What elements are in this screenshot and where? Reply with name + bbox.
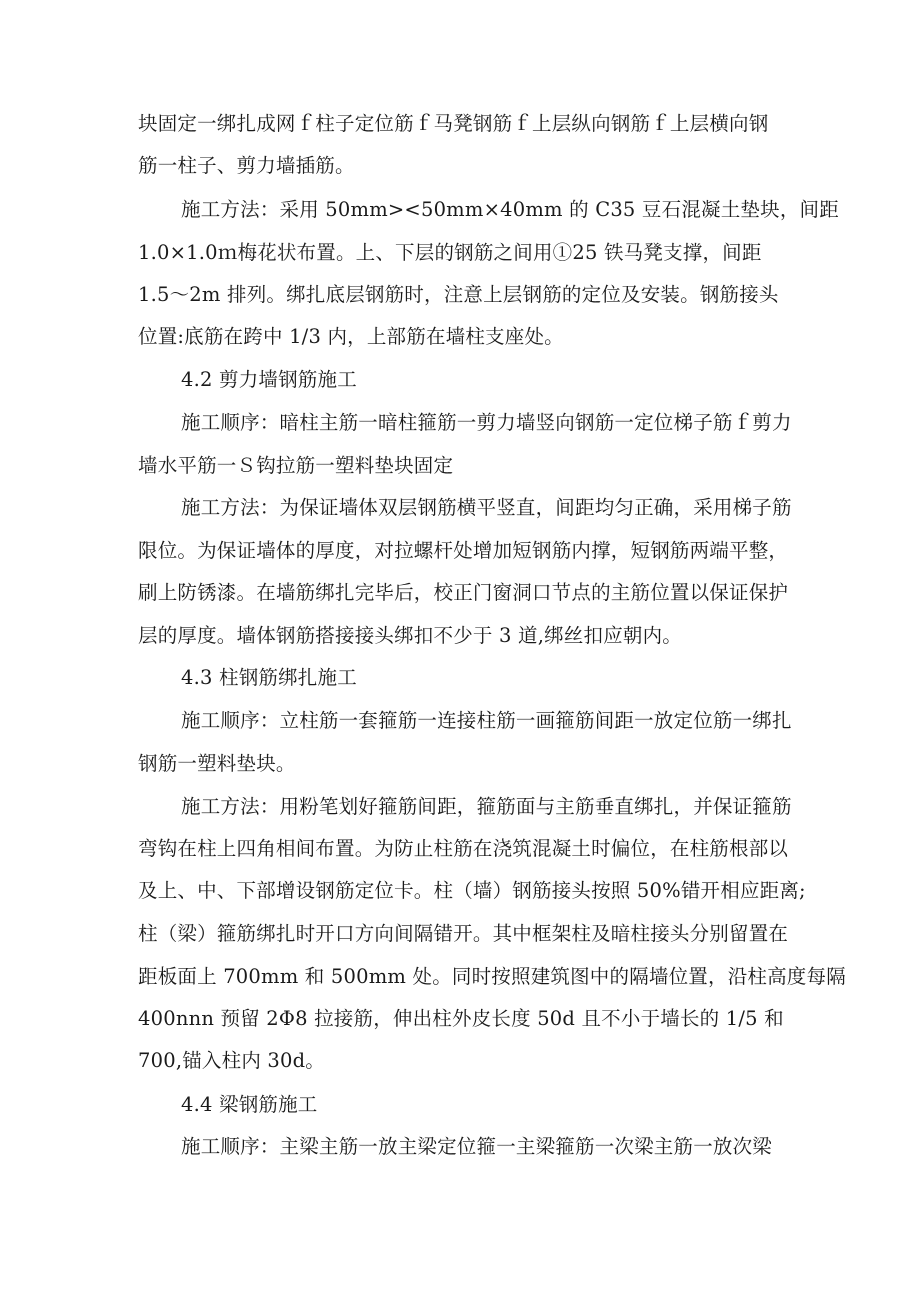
- text-line: 层的厚度。墙体钢筋搭接接头绑扣不少于 3 道,绑丝扣应朝内。: [138, 624, 683, 647]
- paragraph-start-line: 施工顺序：暗柱主筋一暗柱箍筋一剪力墙竖向钢筋一定位梯子筋ｆ剪力: [181, 411, 792, 434]
- text-line: 弯钩在柱上四角相间布置。为防止柱筋在浇筑混凝土时偏位，在柱筋根部以: [138, 837, 789, 860]
- text-line: 400nnn 预留 2Φ8 拉接筋，伸出柱外皮长度 50d 且不小于墙长的 1/5 和: [138, 1007, 784, 1030]
- text-line: 块固定一绑扎成网ｆ柱子定位筋ｆ马凳钢筋ｆ上层纵向钢筋ｆ上层横向钢: [138, 112, 769, 135]
- paragraph-start-line: 施工方法：为保证墙体双层钢筋横平竖直，间距均匀正确，采用梯子筋: [181, 496, 792, 519]
- text-line: 700,锚入柱内 30d。: [138, 1049, 326, 1072]
- text-line: 位置:底筋在跨中 1/3 内，上部筋在墙柱支座处。: [138, 325, 564, 348]
- text-line: 钢筋一塑料垫块。: [138, 752, 296, 775]
- paragraph-start-line: 施工方法：用粉笔划好箍筋间距，箍筋面与主筋垂直绑扎，并保证箍筋: [181, 795, 792, 818]
- section-heading: 4.3 柱钢筋绑扎施工: [181, 666, 357, 689]
- section-heading: 4.4 梁钢筋施工: [181, 1093, 318, 1116]
- text-line: 限位。为保证墙体的厚度，对拉螺杆处增加短钢筋内撑，短钢筋两端平整，: [138, 539, 789, 562]
- text-line: 墙水平筋一Ｓ钩拉筋一塑料垫块固定: [138, 454, 454, 477]
- text-line: 筋一柱子、剪力墙插筋。: [138, 154, 355, 177]
- text-line: 1.0×1.0ｍ梅花状布置。上、下层的钢筋之间用①25 铁马凳支撑，间距: [138, 241, 762, 264]
- text-line: 柱（梁）箍筋绑扎时开口方向间隔错开。其中框架柱及暗柱接头分别留置在: [138, 922, 789, 945]
- section-heading: 4.2 剪力墙钢筋施工: [181, 368, 357, 391]
- text-line: 距板面上 700mm 和 500mm 处。同时按照建筑图中的隔墙位置，沿柱高度每隔: [138, 965, 846, 988]
- text-line: 及上、中、下部增设钢筋定位卡。柱（墙）钢筋接头按照 50%错开相应距离;: [138, 879, 806, 902]
- paragraph-start-line: 施工顺序：主梁主筋一放主梁定位箍一主梁箍筋一次梁主筋一放次梁: [181, 1135, 773, 1158]
- text-line: 1.5～2m 排列。绑扎底层钢筋时，注意上层钢筋的定位及安装。钢筋接头: [138, 283, 779, 306]
- paragraph-start-line: 施工方法：采用 50mm><50mm×40mm 的 C35 豆石混凝土垫块，间距: [181, 198, 839, 221]
- paragraph-start-line: 施工顺序：立柱筋一套箍筋一连接柱筋一画箍筋间距一放定位筋一绑扎: [181, 709, 792, 732]
- text-line: 刷上防锈漆。在墙筋绑扎完毕后，校正门窗洞口节点的主筋位置以保证保护: [138, 581, 789, 604]
